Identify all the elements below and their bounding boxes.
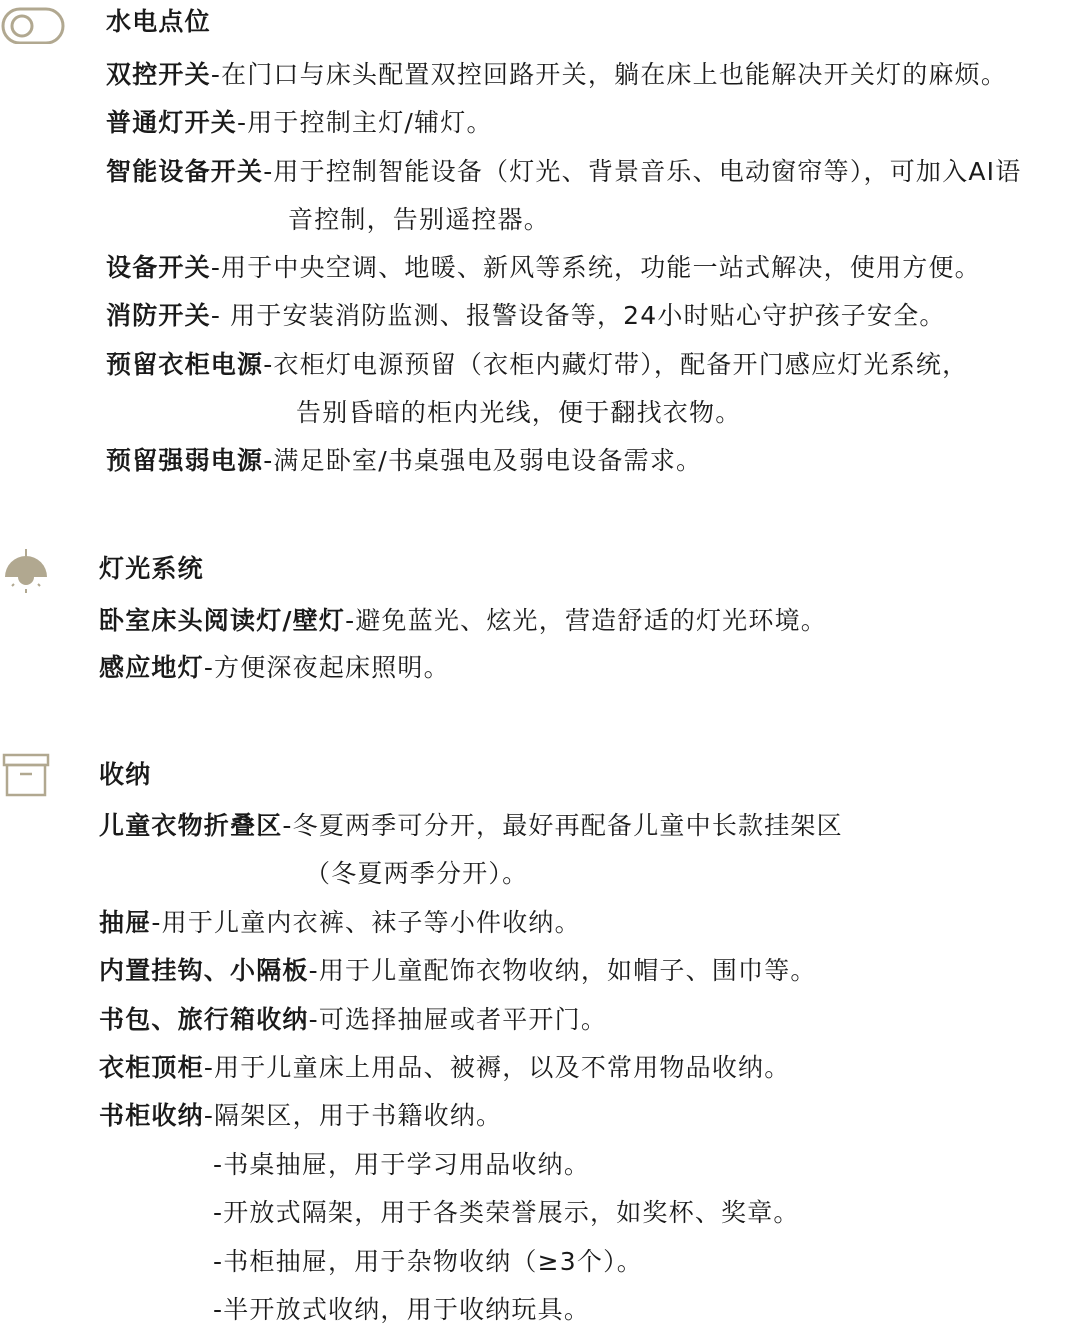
- list-item: [99, 947, 817, 995]
- item-term: 感应地灯: [99, 653, 204, 682]
- item-text: -避免蓝光、炫光，营造舒适的灯光环境。: [345, 606, 827, 635]
- item-text: -用于控制智能设备（灯光、背景音乐、电动窗帘等），可加入AI语: [263, 156, 1022, 186]
- item-text: -在门口与床头配置双控回路开关，躺在床上也能解决开关灯的麻烦。: [210, 60, 1008, 89]
- section-title: 灯光系统: [99, 554, 204, 583]
- list-item: [213, 1189, 800, 1237]
- item-text: -冬夏两季可分开，最好再配备儿童中长款挂架区: [282, 811, 843, 840]
- item-text: -可选择抽屉或者平开门。: [308, 1004, 608, 1034]
- storage-box-icon: [0, 752, 50, 802]
- toggle-switch-icon: [0, 4, 66, 48]
- item-term: 消防开关: [106, 301, 211, 331]
- item-text: - 用于安装消防监测、报警设备等，24小时贴心守护孩子安全。: [210, 301, 946, 331]
- list-item: [99, 899, 581, 947]
- item-text: -方便深夜起床照明。: [203, 653, 450, 682]
- item-text: 告别昏暗的柜内光线，便于翻找衣物。: [296, 397, 742, 427]
- list-item: [99, 1092, 502, 1140]
- item-text: -用于儿童内衣裤、袜子等小件收纳。: [151, 907, 581, 937]
- item-term: 设备开关: [106, 253, 211, 282]
- list-item: [99, 644, 450, 692]
- item-term: 书柜收纳: [99, 1101, 204, 1131]
- list-item: [106, 341, 968, 389]
- item-text: -开放式隔架，用于各类荣誉展示，如奖杯、奖章。: [213, 1198, 800, 1228]
- list-item: [213, 1141, 590, 1189]
- item-term: 衣柜顶柜: [99, 1053, 204, 1082]
- list-item: [106, 148, 1021, 196]
- list-item: [213, 1286, 590, 1334]
- list-item: [99, 802, 843, 850]
- item-text: 音控制，告别遥控器。: [288, 204, 551, 234]
- item-term: 内置挂钩、小隔板: [99, 956, 309, 986]
- list-item: [213, 1238, 643, 1286]
- item-term: 儿童衣物折叠区: [99, 811, 283, 840]
- item-text: -隔架区，用于书籍收纳。: [203, 1101, 503, 1131]
- list-item: [106, 292, 946, 340]
- list-item: [99, 996, 607, 1044]
- list-item: [288, 196, 550, 244]
- list-item: [296, 389, 741, 437]
- item-term: 书包、旅行箱收纳: [99, 1004, 309, 1034]
- list-item: [99, 597, 827, 645]
- list-item: [305, 850, 528, 898]
- item-text: -用于儿童配饰衣物收纳，如帽子、围巾等。: [308, 956, 817, 986]
- item-term: 智能设备开关: [106, 156, 264, 186]
- section-title: 收纳: [99, 760, 152, 789]
- item-text: -用于控制主灯/辅灯。: [237, 108, 493, 138]
- item-term: 普通灯开关: [106, 108, 238, 138]
- item-term: 预留强弱电源: [106, 446, 264, 475]
- item-term: 双控开关: [106, 60, 211, 89]
- list-item: [106, 51, 1007, 99]
- item-term: 预留衣柜电源: [106, 349, 264, 379]
- list-item: [99, 1044, 790, 1092]
- item-text: -用于儿童床上用品、被褥，以及不常用物品收纳。: [203, 1053, 791, 1082]
- item-text: -满足卧室/书桌强电及弱电设备需求。: [263, 446, 703, 475]
- item-text: -用于中央空调、地暖、新风等系统，功能一站式解决，使用方便。: [210, 253, 981, 282]
- item-text: -书桌抽屉，用于学习用品收纳。: [213, 1149, 591, 1179]
- section-title: 水电点位: [106, 7, 211, 36]
- list-item: [106, 244, 981, 292]
- item-term: 抽屉: [99, 907, 152, 937]
- item-term: 卧室床头阅读灯/壁灯: [99, 606, 346, 635]
- item-text: -书柜抽屉，用于杂物收纳（≥3个）。: [213, 1246, 643, 1276]
- list-item: [106, 437, 702, 485]
- item-text: -半开放式收纳，用于收纳玩具。: [213, 1295, 591, 1324]
- item-text: （冬夏两季分开）。: [305, 859, 529, 889]
- pendant-lamp-icon: [0, 545, 50, 599]
- list-item: [106, 99, 493, 147]
- item-text: -衣柜灯电源预留（衣柜内藏灯带），配备开门感应灯光系统，: [263, 349, 969, 379]
